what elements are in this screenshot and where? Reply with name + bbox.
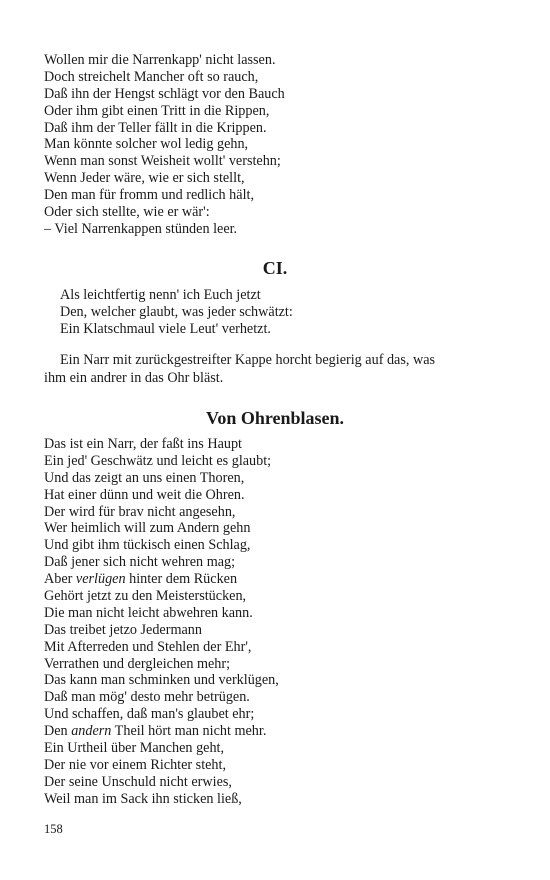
motto-line: Als leichtfertig nenn' ich Euch jetzt	[60, 287, 261, 303]
poem-line: Gehört jetzt zu den Meisterstücken,	[44, 588, 247, 605]
poem-line: Daß ihm der Teller fällt in die Krippen.	[44, 119, 267, 136]
emphasis: andern	[71, 723, 112, 740]
section-title: Von Ohrenblasen.	[205, 408, 345, 428]
woodcut-description	[44, 352, 514, 387]
poem-line: Den man für fromm und redlich hält,	[44, 187, 254, 204]
poem-line: Der wird für brav nicht angesehn,	[44, 503, 236, 520]
poem-line: Daß jener sich nicht wehren mag;	[44, 554, 236, 571]
page-number: 158	[44, 822, 63, 836]
poem-line: Daß man mög' desto mehr betrügen.	[44, 689, 250, 706]
poem-line: Wollen mir die Narrenkapp' nicht lassen.	[44, 52, 276, 68]
poem-line: Ein Urtheil über Manchen geht,	[44, 740, 225, 757]
poem-line: Die man nicht leicht abwehren kann.	[44, 604, 253, 621]
poem-line	[44, 723, 514, 740]
poem-top	[44, 52, 514, 238]
poem-line: – Viel Narrenkappen stünden leer.	[44, 220, 238, 237]
poem-line: Verrathen und dergleichen mehr;	[44, 655, 231, 672]
poem-line: Doch streichelt Mancher oft so rauch,	[44, 68, 259, 85]
poem-line: Man könnte solcher wol ledig gehn,	[44, 136, 249, 153]
poem-line: Daß ihn der Hengst schlägt vor den Bauch	[44, 85, 285, 102]
poem-text: Theil hört man nicht mehr.	[111, 723, 267, 740]
poem-line: Und das zeigt an uns einen Thoren,	[44, 469, 245, 486]
poem-line: Und gibt ihm tückisch einen Schlag,	[44, 537, 251, 554]
poem-line: Mit Afterreden und Stehlen der Ehr',	[44, 638, 252, 655]
section-number: CI.	[262, 258, 288, 278]
poem-text: Den	[44, 723, 72, 740]
poem-line: Wenn Jeder wäre, wie er sich stellt,	[44, 170, 245, 187]
poem-line: Der seine Unschuld nicht erwies,	[44, 773, 232, 790]
poem-text: hinter dem Rücken	[125, 571, 238, 588]
poem-line: Oder sich stellte, wie er wär':	[44, 204, 210, 221]
motto-line: Den, welcher glaubt, was jeder schwätzt:	[60, 303, 293, 320]
poem-line: Wenn man sonst Weisheit wollt' verstehn;	[44, 153, 281, 170]
emphasis: verlügen	[75, 571, 126, 588]
poem-main	[44, 436, 514, 808]
poem-line: Weil man im Sack ihn sticken ließ,	[44, 790, 242, 807]
poem-line: Wer heimlich will zum Andern gehn	[44, 520, 251, 537]
poem-line: Das ist ein Narr, der faßt ins Haupt	[44, 436, 243, 452]
poem-line: Das treibet jetzo Jedermann	[44, 621, 202, 638]
poem-line: Und schaffen, daß man's glaubet ehr;	[44, 706, 255, 723]
poem-line	[44, 571, 514, 588]
poem-text: Aber	[44, 571, 76, 588]
poem-line: Hat einer dünn und weit die Ohren.	[44, 486, 245, 503]
motto	[44, 287, 514, 338]
motto-line: Ein Klatschmaul viele Leut' verhetzt.	[60, 320, 271, 337]
poem-line: Der nie vor einem Richter steht,	[44, 756, 227, 773]
poem-line: Ein jed' Geschwätz und leicht es glaubt;	[44, 452, 272, 469]
poem-line: Oder ihm gibt einen Tritt in die Rippen,	[44, 102, 270, 119]
description-line: Ein Narr mit zurückgestreifter Kappe horcht begierig auf das, was	[60, 352, 436, 368]
poem-line: Das kann man schminken und verklügen,	[44, 672, 279, 689]
description-line: ihm ein andrer in das Ohr bläst.	[44, 369, 224, 386]
